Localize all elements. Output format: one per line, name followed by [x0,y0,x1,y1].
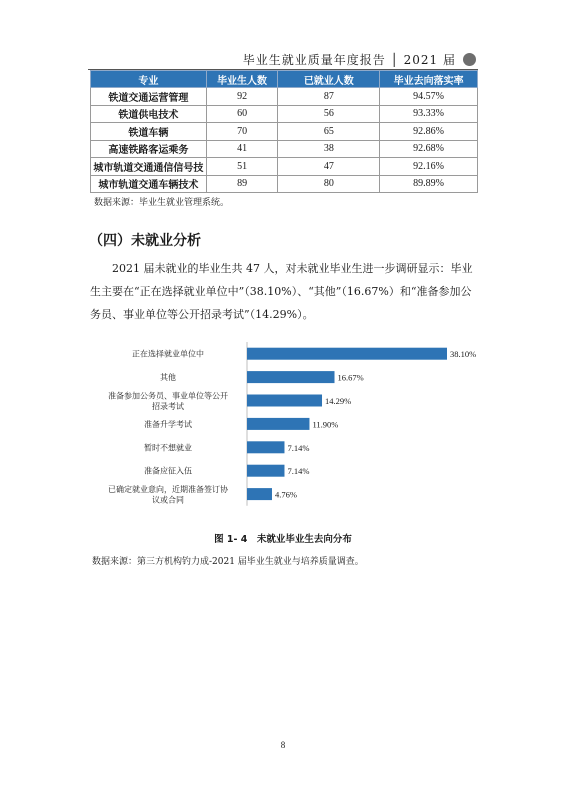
table-cell: 城市轨道交通车辆技术 [91,175,207,193]
table-cell: 47 [278,158,380,176]
body-paragraph [90,257,482,326]
category-label [144,419,192,429]
category-label-line: 议或合同 [152,495,184,505]
table-cell: 38 [278,140,380,158]
header-title: 毕业生就业质量年度报告 │ 2021 届 [242,53,456,67]
category-label [108,484,229,505]
table-source-note: 数据来源：毕业生就业管理系统。 [94,198,230,208]
bar [247,348,447,360]
category-label-line: 准备应征入伍 [144,466,192,476]
column-header: 毕业去向落实率 [380,71,478,88]
category-label [144,466,192,476]
category-label-line: 准备参加公务员、事业单位等公开 [108,391,228,401]
page-number: 8 [280,740,286,750]
table-cell: 65 [278,123,380,141]
column-header: 毕业生人数 [206,71,278,88]
category-label-line: 暂时不想就业 [144,443,192,453]
table-cell: 89 [206,175,278,193]
running-header [88,48,478,70]
table-row [91,140,478,158]
circle-icon [463,53,476,66]
section-heading: （四）未就业分析 [89,233,201,249]
category-label-line: 其他 [160,373,176,383]
table-cell: 70 [206,123,278,141]
paragraph-text: 2021 届未就业的毕业生共 47 人，对未就业毕业生进一步调研显示：毕业生主要在“正在选择就业单位中”（38.10%）、“其他”（16.67%）和“准备参加公务员、事业单位等公开招录考试”（14.29%）。 [90,262,473,321]
category-label [108,390,228,411]
bar [247,395,322,407]
table-row [91,158,478,176]
table-row [91,175,478,193]
category-label [160,372,176,382]
figure-caption: 图 1- 4 未就业毕业生去向分布 [214,534,352,545]
table-cell: 城市轨道交通通信信号技 [91,158,207,176]
bar [247,441,284,453]
table-cell: 94.57% [380,88,478,106]
category-label-line: 招录考试 [152,401,184,411]
table-cell: 51 [206,158,278,176]
table-cell: 高速铁路客运乘务 [91,140,207,158]
table-row [91,105,478,123]
table-row [91,88,478,106]
data-label: 16.67% [337,372,364,383]
data-label: 11.90% [312,419,339,430]
table-cell: 56 [278,105,380,123]
table-row [91,123,478,141]
table-cell: 92 [206,88,278,106]
table-cell: 60 [206,105,278,123]
data-label: 4.76% [274,489,297,500]
table-cell: 铁道车辆 [91,123,207,141]
table-cell: 80 [278,175,380,193]
category-label [144,442,192,452]
column-header: 专业 [91,71,207,88]
table-cell: 93.33% [380,105,478,123]
data-label: 14.29% [325,396,352,406]
table-cell: 铁道供电技术 [91,105,207,123]
category-label-line: 已确定就业意向，近期准备签订协 [108,484,228,494]
table-cell: 铁道交通运营管理 [91,88,207,106]
table-cell: 87 [278,88,380,106]
data-label: 7.14% [287,466,310,477]
bar [247,488,272,500]
table-cell: 92.16% [380,158,478,176]
employment-rate-table [90,70,478,193]
table-header-row [91,71,478,88]
bar [247,465,284,477]
data-label: 38.10% [450,349,477,360]
category-label-line: 准备升学考试 [144,419,192,429]
table-cell: 92.86% [380,123,478,141]
data-label: 7.14% [287,442,310,453]
figure-source-note: 数据来源：第三方机构钓力成-2021 届毕业生就业与培养质量调查。 [92,557,364,567]
bar [247,418,309,430]
category-label-line: 正在选择就业单位中 [132,349,204,359]
bar [247,371,335,383]
table-cell: 41 [206,140,278,158]
column-header: 已就业人数 [278,71,380,88]
table-cell: 92.68% [380,140,478,158]
table-cell: 89.89% [380,175,478,193]
category-label [132,349,204,359]
unemployed-destination-bar-chart [90,338,477,518]
